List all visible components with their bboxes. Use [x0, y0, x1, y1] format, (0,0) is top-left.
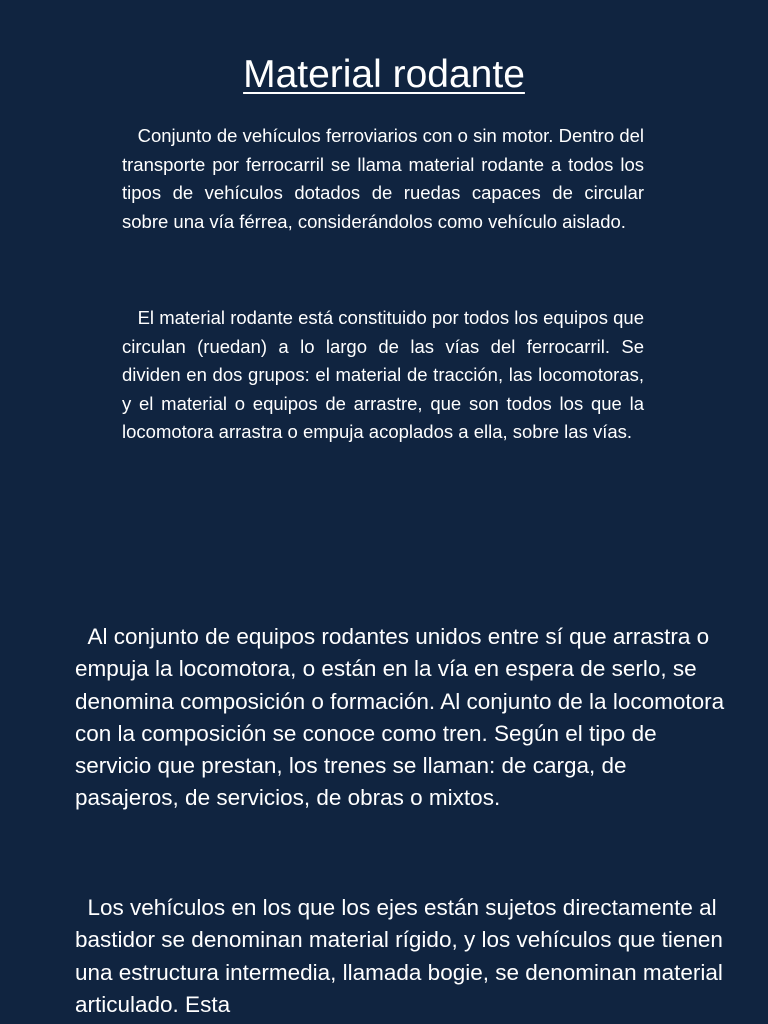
paragraph-train — [75, 621, 725, 815]
paragraph-definition — [122, 122, 644, 236]
paragraph-text: Conjunto de vehículos ferroviarios con o sin motor. Dentro del transporte por ferrocarril se llama material rodante a todos los tipos de vehículos dotados de ruedas capaces de circular sobre una vía férrea, considerándolos como vehículo aislado. — [122, 125, 645, 232]
paragraph-text: Los vehículos en los que los ejes están sujetos directamente al bastidor se denominan material rígido, y los vehículos que tienen una estructura intermedia, llamada bogie, se denominan material articulado. Esta — [75, 895, 723, 1017]
paragraph-text: Al conjunto de equipos rodantes unidos entre sí que arrastra o empuja la locomotora, o están en la vía en espera de serlo, se denomina composición o formación. Al conjunto de la locomotora con la composición se conoce como tren. Según el tipo de servicio que prestan, los trenes se llaman: de carga, de pasajeros, de servicios, de obras o mixtos. — [75, 624, 725, 811]
page-title: Material rodante — [243, 53, 525, 96]
paragraph-rigid-articulated — [75, 892, 725, 1021]
paragraph-composition — [122, 304, 644, 447]
paragraph-text: El material rodante está constituido por todos los equipos que circulan (ruedan) a lo largo de las vías del ferrocarril. Se dividen en dos grupos: el material de tracción, las locomotoras, y el material o equipos de arrastre, que son todos los que la locomotora arrastra o empuja acoplados a ella, sobre las vías. — [122, 307, 645, 443]
